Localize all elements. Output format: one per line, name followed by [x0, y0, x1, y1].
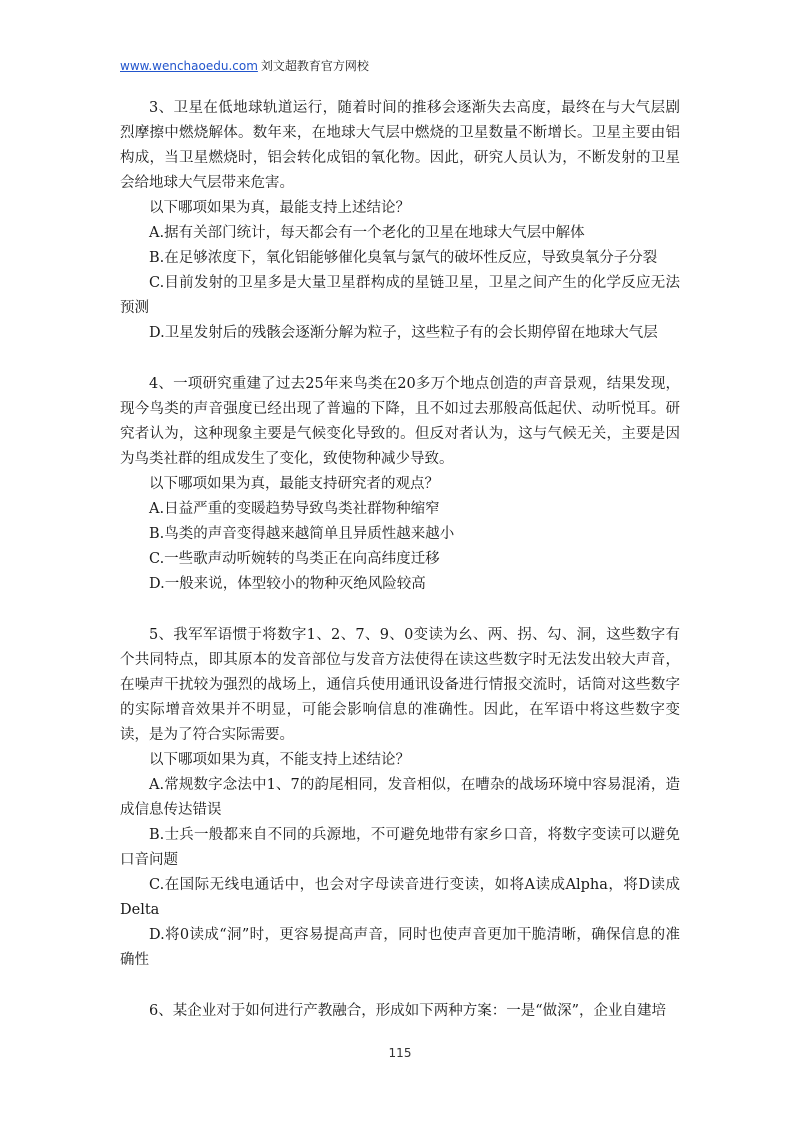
- question-prompt: 以下哪项如果为真，最能支持上述结论？: [149, 200, 410, 216]
- question-stem: 3、卫星在低地球轨道运行，随着时间的推移会逐渐失去高度，最终在与大气层剧烈摩擦中燃烧解体。数年来，在地球大气层中燃烧的卫星数量不断增长。卫星主要由铝构成，当卫星燃烧时，铝会转化成铝的氧化物。因此，研究人员认为，不断发射的卫星会给地球大气层带来危害。: [120, 100, 680, 191]
- question-3: [120, 96, 680, 346]
- option-c: C.目前发射的卫星多是大量卫星群构成的星链卫星，卫星之间产生的化学反应无法预测: [120, 275, 680, 316]
- question-4: [120, 372, 680, 597]
- page-header: [120, 57, 369, 74]
- page-number: 115: [388, 1046, 412, 1060]
- option-a: A.日益严重的变暖趋势导致鸟类社群物种缩窄: [149, 501, 440, 517]
- option-c: C.一些歌声动听婉转的鸟类正在向高纬度迁移: [149, 551, 440, 567]
- question-6: [120, 999, 680, 1024]
- option-d: D.一般来说，体型较小的物种灭绝风险较高: [149, 576, 426, 592]
- option-b: B.鸟类的声音变得越来越简单且异质性越来越小: [149, 526, 455, 542]
- option-d: D.将0读成“洞”时，更容易提高声音，同时也使声音更加干脆清晰，确保信息的准确性: [120, 927, 680, 968]
- question-stem: 6、某企业对于如何进行产教融合，形成如下两种方案：一是“做深”，企业自建培: [149, 1003, 667, 1019]
- question-stem: 4、一项研究重建了过去25年来鸟类在20多万个地点创造的声音景观，结果发现，现今鸟类的声音强度已经出现了普遍的下降，且不如过去那般高低起伏、动听悦耳。研究者认为，这种现象主要是气候变化导致的。但反对者认为，这与气候无关，主要是因为鸟类社群的组成发生了变化，致使物种减少导致。: [120, 376, 680, 467]
- option-b: B.士兵一般都来自不同的兵源地，不可避免地带有家乡口音，将数字变读可以避免口音问题: [120, 827, 680, 868]
- question-prompt: 以下哪项如果为真，最能支持研究者的观点？: [149, 476, 439, 492]
- question-5: [120, 623, 680, 973]
- option-d: D.卫星发射后的残骸会逐渐分解为粒子，这些粒子有的会长期停留在地球大气层: [149, 325, 658, 341]
- option-a: A.据有关部门统计，每天都会有一个老化的卫星在地球大气层中解体: [149, 225, 585, 241]
- school-name: 刘文超教育官方网校: [260, 59, 369, 73]
- option-c: C.在国际无线电通话中，也会对字母读音进行变读，如将A读成Alpha，将D读成Delta: [120, 877, 680, 918]
- website-link[interactable]: www.wenchaoedu.com: [120, 59, 258, 73]
- option-b: B.在足够浓度下，氧化铝能够催化臭氧与氯气的破坏性反应，导致臭氧分子分裂: [149, 250, 658, 266]
- option-a: A.常规数字念法中1、7的韵尾相同，发音相似，在嘈杂的战场环境中容易混淆，造成信息传达错误: [120, 777, 680, 818]
- question-stem: 5、我军军语惯于将数字1、2、7、9、0变读为幺、两、拐、勾、洞，这些数字有个共同特点，即其原本的发音部位与发音方法使得在读这些数字时无法发出较大声音，在噪声干扰较为强烈的战场上，通信兵使用通讯设备进行情报交流时，话筒对这些数字的实际增音效果并不明显，可能会影响信息的准确性。因此，在军语中将这些数字变读，是为了符合实际需要。: [120, 627, 680, 743]
- question-prompt: 以下哪项如果为真，不能支持上述结论？: [149, 752, 410, 768]
- page-content: [120, 96, 680, 1024]
